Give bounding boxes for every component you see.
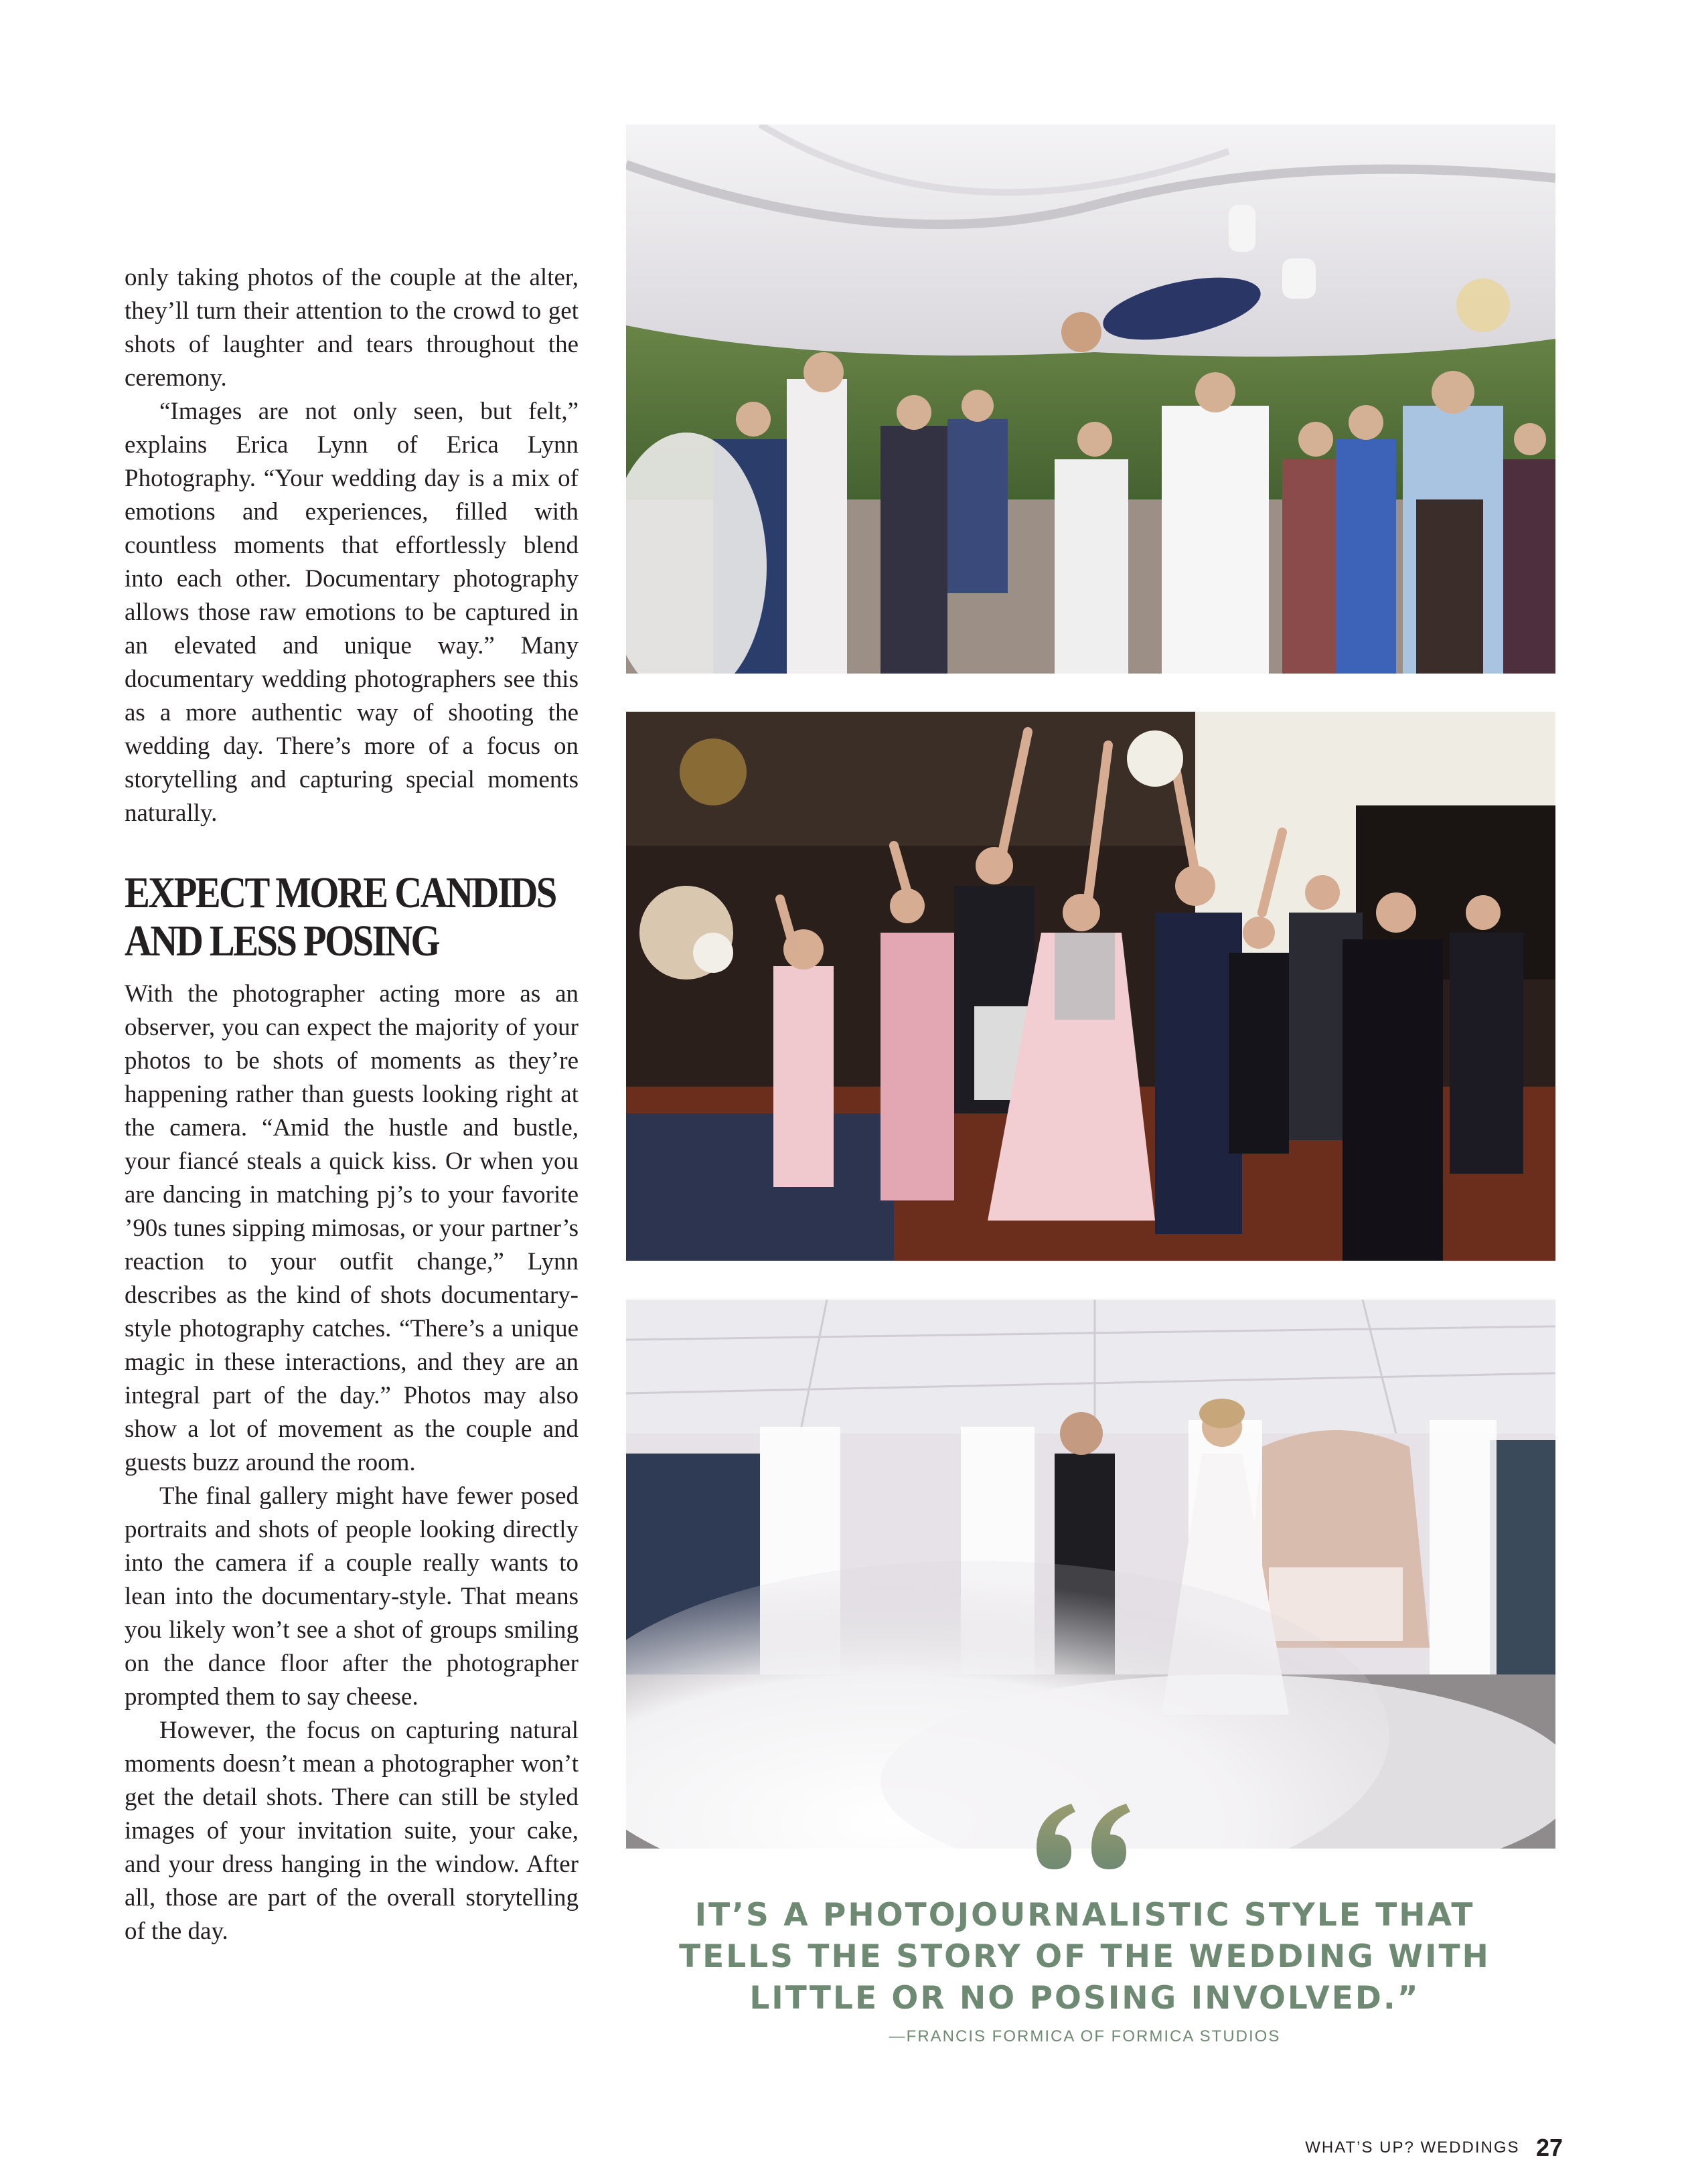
page-footer: [1305, 2134, 1563, 2162]
photo-bouquet-toss: [626, 712, 1555, 1261]
photo-first-dance: [626, 1300, 1555, 1849]
article-paragraph-1: only taking photos of the couple at the alter, they’ll turn their attention to the crowd to get shots of laughter and tears throughout the ceremony.: [125, 264, 579, 392]
magazine-name: WHAT’S UP? WEDDINGS: [1305, 2138, 1520, 2157]
pull-quote-attribution: —FRANCIS FORMICA OF FORMICA STUDIOS: [889, 2027, 1281, 2045]
photo-tent-reception: [626, 125, 1555, 674]
pull-quote: IT’S A PHOTOJOURNALISTIC STYLE THAT TELLS THE STORY OF THE WEDDING WITH LITTLE OR NO POSING INVOLVED.”: [679, 1897, 1490, 2017]
quote-mark-icon: [1031, 1801, 1138, 1875]
section-heading: EXPECT MORE CANDIDS AND LESS POSING: [125, 868, 556, 965]
page-number: 27: [1535, 2134, 1563, 2161]
article-paragraph-5: However, the focus on capturing natural moments doesn’t mean a photographer won’t get the detail shots. There can still be styled images of your invitation suite, your cake, and your dress hanging in the window. After all, those are part of the overall storytelling of the day.: [125, 1717, 579, 1945]
article-column: [125, 261, 579, 1948]
article-paragraph-3: With the photographer acting more as an observer, you can expect the majority of your photos to be shots of moments as they’re happening rather than guests looking right at the camera. “Amid the hustle and bustle, your fiancé steals a quick kiss. Or when you are dancing in matching pj’s to your favorite ’90s tunes sipping mimosas, or your partner’s reaction to your outfit change,” Lynn describes as the kind of shots documentary-style photography catches. “There’s a unique magic in these interactions, and they are an integral part of the day.” Photos may also show a lot of movement as the couple and guests buzz around the room.: [125, 980, 579, 1476]
article-paragraph-4: The final gallery might have fewer posed portraits and shots of people looking directly into the camera if a couple really wants to lean into the documentary-style. That means you likely won’t see a shot of groups smiling on the dance floor after the photographer prompted them to say cheese.: [125, 1482, 579, 1711]
article-paragraph-2: “Images are not only seen, but felt,” explains Erica Lynn of Erica Lynn Photography. “Your wedding day is a mix of emotions and experiences, filled with countless moments that effortlessly blend into each other. Documentary photography allows those raw emotions to be captured in an elevated and unique way.” Many documentary wedding photographers see this as a more authentic way of shooting the wedding day. There’s more of a focus on storytelling and capturing special moments naturally.: [125, 398, 579, 827]
